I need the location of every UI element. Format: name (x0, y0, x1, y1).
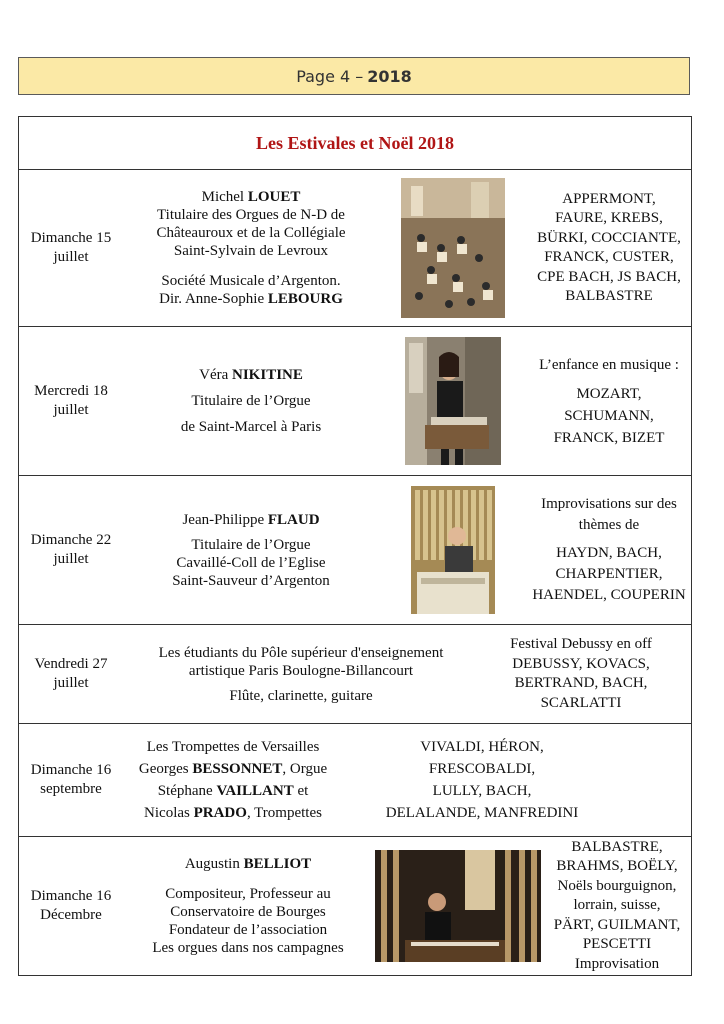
concert-works: L’enfance en musique : MOZART, SCHUMANN, FRANCK, BIZET (539, 356, 679, 446)
concert-works: VIVALDI, HÉRON, FRESCOBALDI, LULLY, BACH, DELALANDE, MANFREDINI (385, 739, 579, 821)
concert-works: Festival Debussy en off DEBUSSY, KOVACS, BERTRAND, BACH, SCARLATTI (510, 636, 652, 711)
performer-info: Véra NIKITINE Titulaire de l’Orgue de Saint-Marcel à Paris (180, 367, 322, 435)
concert-date: Vendredi 27 juillet (34, 656, 108, 691)
concert-date: Dimanche 15 juillet (30, 230, 112, 265)
concert-photo (373, 850, 543, 962)
table-row (19, 476, 692, 625)
performer-info: Les Trompettes de Versailles Georges BESSONNET, Orgue Stéphane VAILLANT et Nicolas PRADO, Trompettes (138, 739, 328, 821)
table-row (19, 724, 692, 837)
performer-info: Michel LOUET Titulaire des Orgues de N-D de Châteauroux et de la Collégiale Saint-Sylvain de Levroux Société Musicale d’Argenton. Dir. Anne-Sophie LEBOURG (156, 189, 346, 307)
concert-photo (379, 178, 527, 318)
concert-date: Mercredi 18 juillet (34, 383, 108, 418)
page-year: 2018 (367, 66, 412, 86)
concert-date: Dimanche 16 septembre (30, 762, 112, 797)
page-label: Page 4 – (296, 66, 364, 86)
concert-date: Dimanche 22 juillet (30, 532, 112, 567)
concert-works: APPERMONT, FAURE, KREBS, BÜRKI, COCCIANTE, FRANCK, CUSTER, CPE BACH, JS BACH, BALBASTRE (537, 190, 681, 304)
table-title: Les Estivales et Noël 2018 (19, 117, 692, 170)
concert-date: Dimanche 16 Décembre (30, 888, 112, 923)
table-row (19, 837, 692, 976)
concert-table (18, 116, 692, 976)
table-row (19, 327, 692, 476)
page-header (18, 57, 690, 95)
table-row (19, 625, 692, 724)
concert-photo (379, 486, 527, 614)
concert-photo (379, 337, 527, 465)
performer-info: Augustin BELLIOT Compositeur, Professeur au Conservatoire de Bourges Fondateur de l’association Les orgues dans nos campagnes (152, 856, 344, 956)
performer-info: Les étudiants du Pôle supérieur d'enseignement artistique Paris Boulogne-Billancourt Flûte, clarinette, guitare (158, 644, 444, 704)
performer-info: Jean-Philippe FLAUD Titulaire de l’Orgue Cavaillé-Coll de l’Eglise Saint-Sauveur d’Argenton (172, 511, 330, 589)
table-row (19, 170, 692, 327)
concert-works: BALBASTRE, BRAHMS, BOËLY, Noëls bourguignon, lorrain, suisse, PÄRT, GUILMANT, PESCETTI Improvisation (553, 838, 681, 972)
concert-works: Improvisations sur des thèmes de HAYDN, BACH, CHARPENTIER, HAENDEL, COUPERIN (532, 496, 686, 603)
